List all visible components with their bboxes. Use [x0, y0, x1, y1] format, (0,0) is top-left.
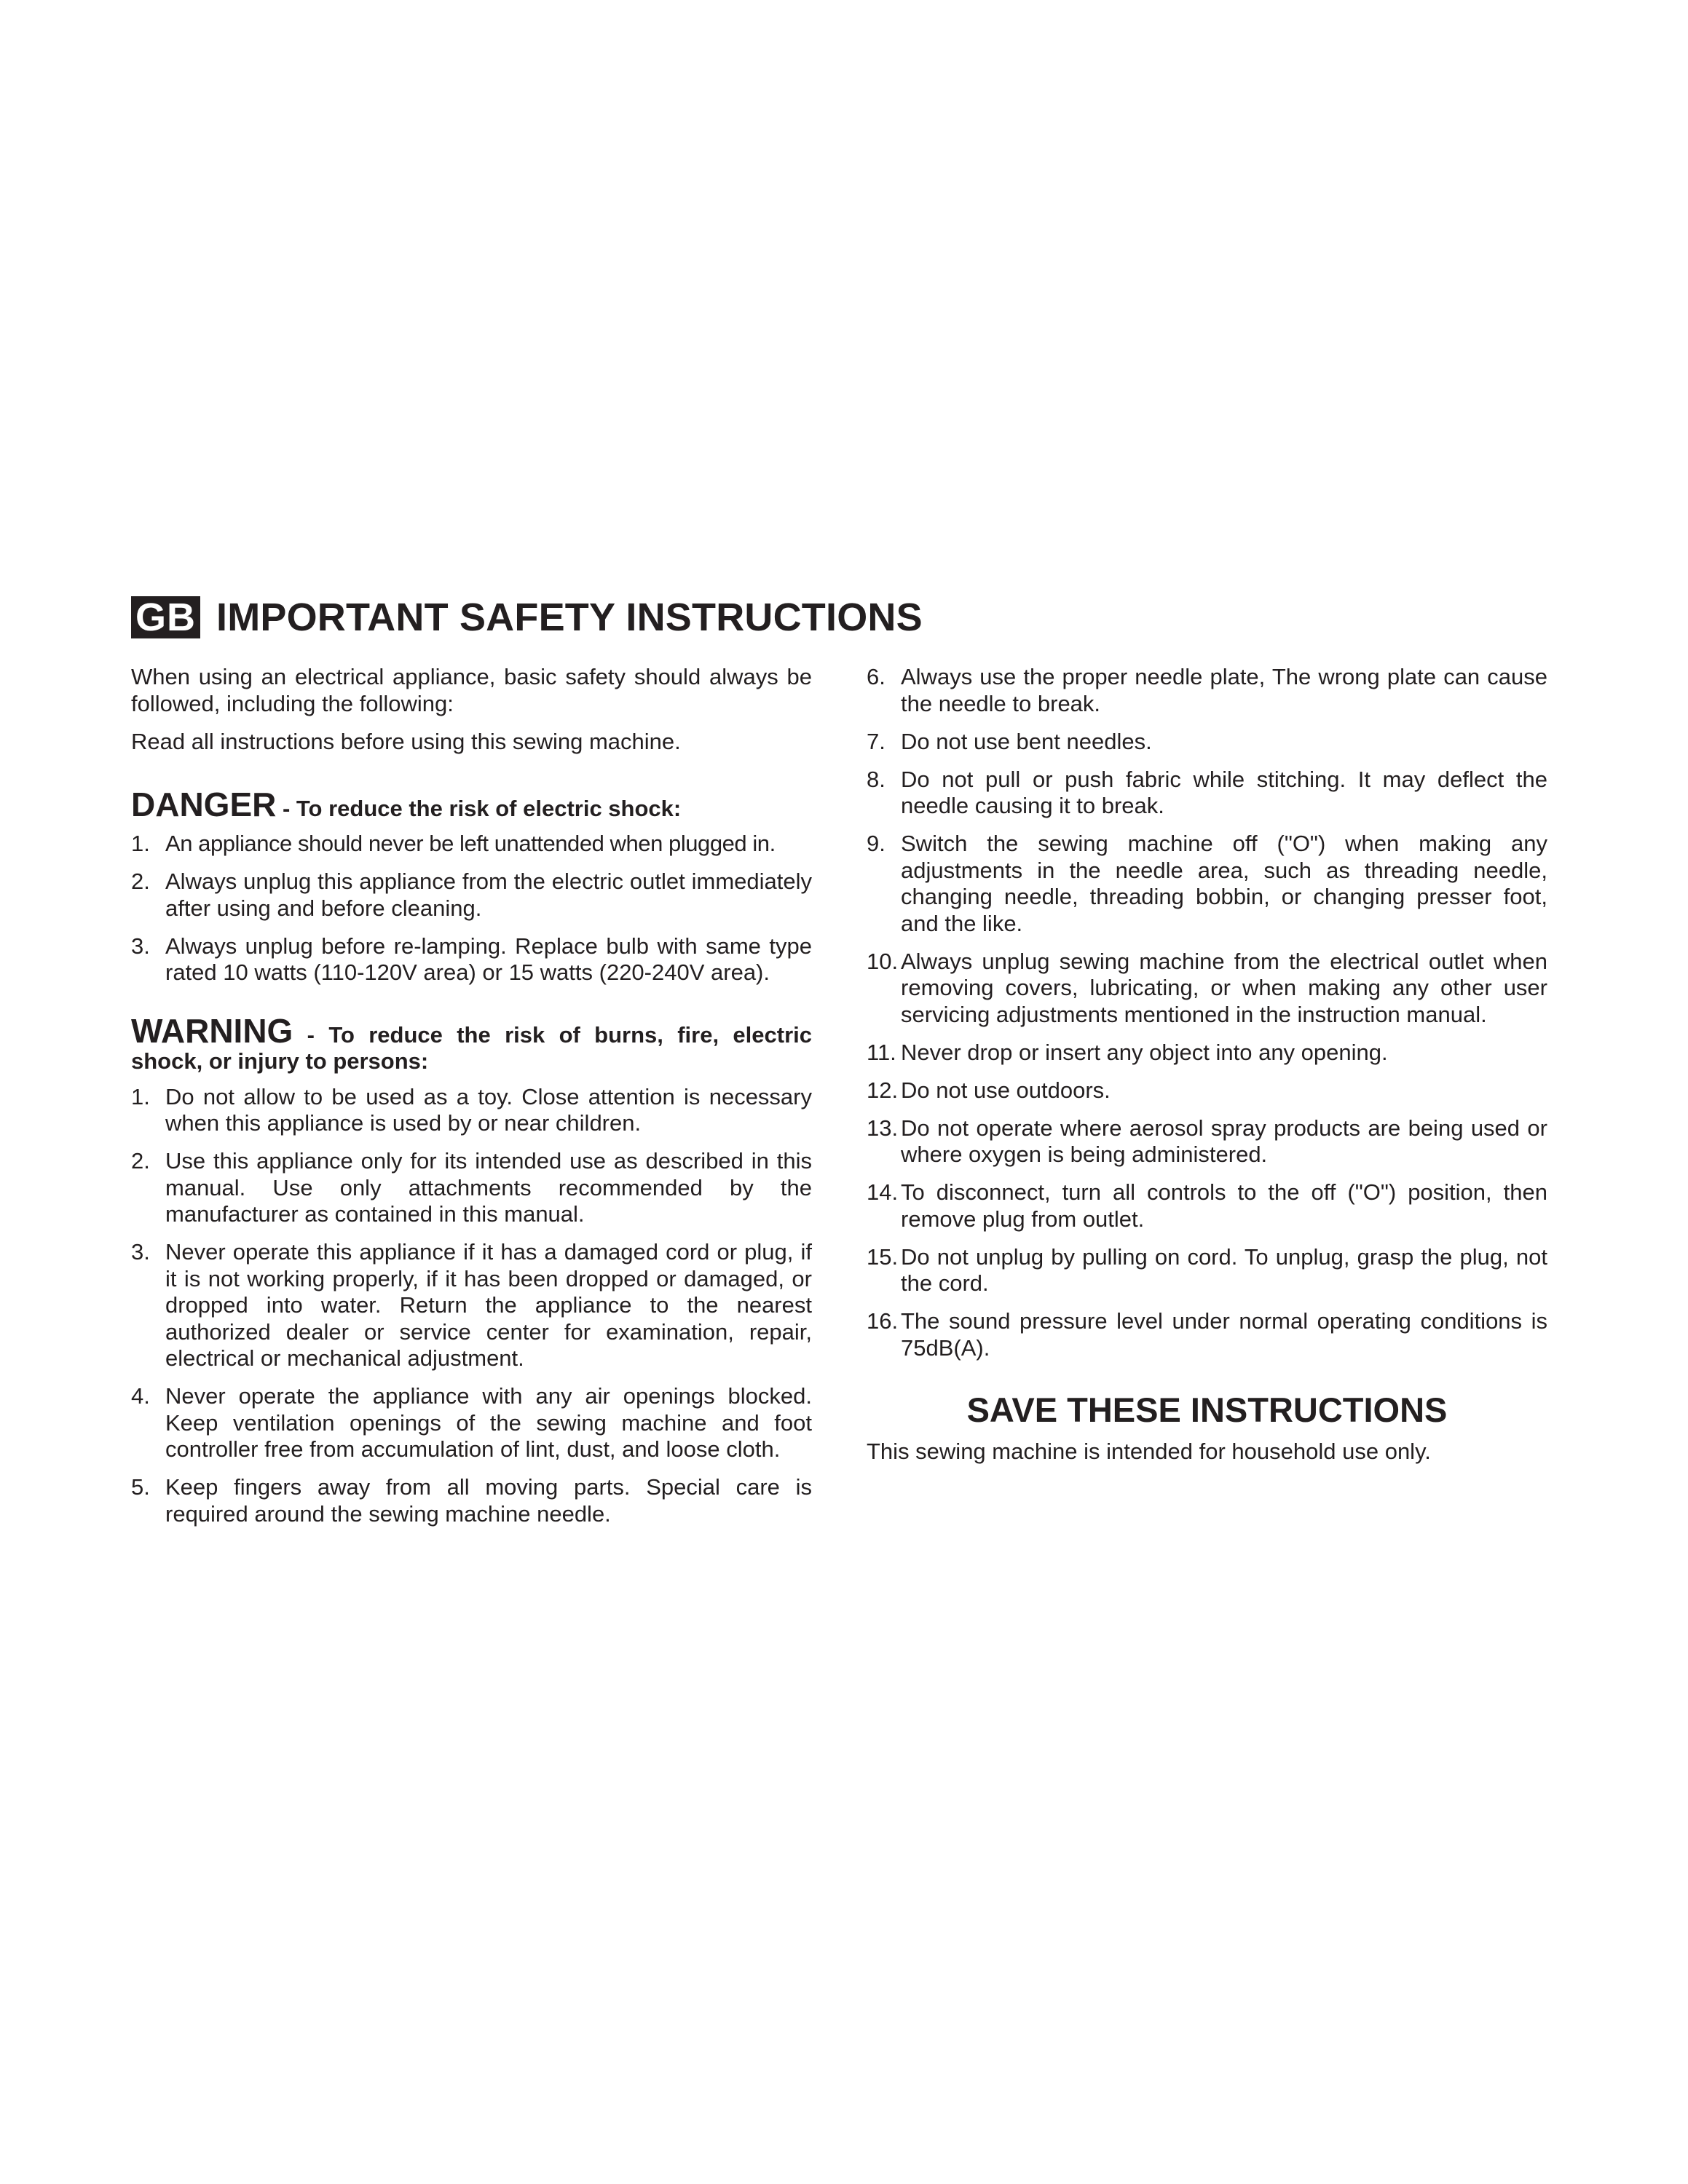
item-text: Do not use outdoors.: [901, 1077, 1111, 1103]
list-item: [131, 933, 812, 986]
item-text: Always unplug before re-lamping. Replace bulb with same type rated 10 watts (110-120V area) or 15 watts (220-240V area).: [165, 933, 812, 985]
list-item: [867, 664, 1547, 717]
item-text: An appliance should never be left unattended when plugged in.: [165, 831, 776, 856]
item-number: 3.: [131, 1239, 150, 1265]
item-text: Always use the proper needle plate, The wrong plate can cause the needle to break.: [901, 664, 1547, 716]
item-number: 5.: [131, 1474, 150, 1500]
danger-list: [131, 831, 812, 986]
list-item: [131, 1148, 812, 1228]
item-number: 8.: [867, 766, 886, 792]
household-use-note: This sewing machine is intended for household use only.: [867, 1439, 1431, 1464]
continued-list: [867, 664, 1547, 1361]
item-text: Do not pull or push fabric while stitching. It may deflect the needle causing it to break.: [901, 766, 1547, 818]
item-text: Keep fingers away from all moving parts. Special care is required around the sewing machine needle.: [165, 1474, 812, 1527]
item-number: 15.: [867, 1243, 899, 1270]
item-number: 2.: [131, 1148, 150, 1174]
item-number: 10.: [867, 948, 899, 974]
left-column: [131, 664, 812, 1539]
item-number: 6.: [867, 664, 886, 689]
list-item: [867, 1040, 1547, 1067]
item-number: 11.: [867, 1039, 896, 1065]
item-number: 13.: [867, 1115, 899, 1141]
danger-label: DANGER: [131, 785, 277, 823]
warning-heading: [131, 1011, 812, 1075]
list-item: [867, 949, 1547, 1029]
save-instructions-heading: SAVE THESE INSTRUCTIONS: [966, 1390, 1448, 1429]
item-number: 2.: [131, 869, 150, 894]
list-item: [867, 767, 1547, 820]
list-item: [867, 1179, 1547, 1233]
warning-label: WARNING: [131, 1011, 293, 1050]
item-number: 1.: [131, 1083, 150, 1109]
list-item: [867, 1244, 1547, 1297]
item-text: Do not unplug by pulling on cord. To unplug, grasp the plug, not the cord.: [901, 1243, 1547, 1296]
item-number: 12.: [867, 1077, 899, 1103]
item-number: 4.: [131, 1383, 150, 1409]
item-text: Always unplug sewing machine from the electrical outlet when removing covers, lubricating, or when making any other user servicing adjustments mentioned in the instruction manual.: [901, 948, 1547, 1027]
list-item: [131, 1084, 812, 1137]
item-number: 9.: [867, 831, 886, 856]
item-text: To disconnect, turn all controls to the off ("O") position, then remove plug from outlet.: [901, 1179, 1547, 1232]
language-badge: GB: [131, 596, 200, 638]
warning-list: [131, 1084, 812, 1528]
list-item: [867, 1077, 1547, 1104]
item-text: Do not operate where aerosol spray products are being used or where oxygen is being administered.: [901, 1115, 1547, 1167]
item-number: 16.: [867, 1308, 899, 1334]
list-item: [131, 869, 812, 922]
intro-paragraph: When using an electrical appliance, basic safety should always be followed, including the following:: [131, 664, 812, 716]
list-item: [131, 1474, 812, 1527]
intro-read-instructions: Read all instructions before using this sewing machine.: [131, 729, 681, 754]
list-item: [867, 1308, 1547, 1361]
danger-subtitle: - To reduce the risk of electric shock:: [276, 795, 682, 821]
item-text: Do not use bent needles.: [901, 728, 1152, 754]
item-text: Use this appliance only for its intended use as described in this manual. Use only attachments recommended by the manufacturer as contained in this manual.: [165, 1148, 812, 1227]
item-text: Do not allow to be used as a toy. Close attention is necessary when this appliance is used by or near children.: [165, 1083, 812, 1136]
page-title: IMPORTANT SAFETY INSTRUCTIONS: [216, 596, 923, 639]
right-column: [867, 664, 1547, 1465]
item-text: Always unplug this appliance from the electric outlet immediately after using and before cleaning.: [165, 869, 812, 921]
danger-heading: [131, 785, 812, 823]
page-header: [131, 588, 923, 646]
list-item: [131, 1383, 812, 1463]
item-number: 3.: [131, 933, 150, 959]
item-text: Never drop or insert any object into any opening.: [901, 1039, 1388, 1065]
item-number: 14.: [867, 1179, 899, 1205]
list-item: [131, 831, 812, 858]
item-text: Switch the sewing machine off ("O") when making any adjustments in the needle area, such as threading needle, changing needle, threading bobbin, or changing presser foot, and the like.: [901, 831, 1547, 936]
list-item: [867, 1115, 1547, 1168]
list-item: [867, 831, 1547, 937]
item-number: 1.: [131, 831, 150, 856]
list-item: [131, 1239, 812, 1372]
item-number: 7.: [867, 728, 886, 754]
list-item: [867, 729, 1547, 756]
item-text: Never operate the appliance with any air openings blocked. Keep ventilation openings of the sewing machine and foot controller free from accumulation of lint, dust, and loose cloth.: [165, 1383, 812, 1462]
warning-subtitle: - To reduce the risk of burns, fire, electric shock, or injury to persons:: [131, 1021, 812, 1074]
item-text: Never operate this appliance if it has a damaged cord or plug, if it is not working properly, if it has been dropped or damaged, or dropped into water. Return the appliance to the nearest authorized dealer or service center for examination, repair, electrical or mechanical adjustment.: [165, 1239, 812, 1371]
item-text: The sound pressure level under normal operating conditions is 75dB(A).: [901, 1308, 1547, 1361]
